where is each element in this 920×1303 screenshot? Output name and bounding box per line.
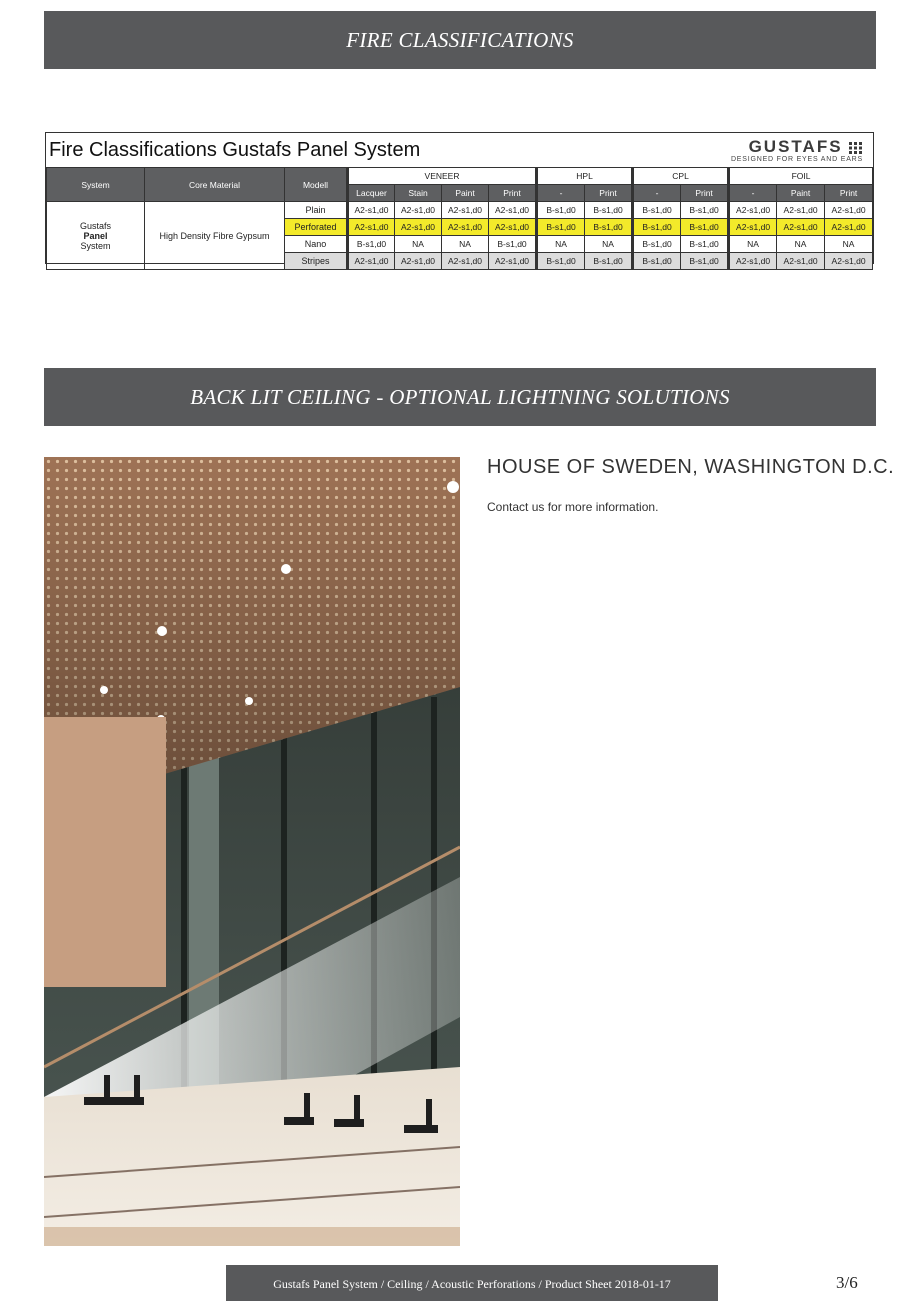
value-cell: B-s1,d0 [633, 219, 681, 236]
value-cell: NA [395, 236, 442, 253]
contact-text: Contact us for more information. [487, 500, 659, 514]
value-cell: A2-s1,d0 [442, 219, 489, 236]
value-cell: B-s1,d0 [348, 236, 395, 253]
system-line: Panel [83, 230, 108, 241]
value-cell: A2-s1,d0 [777, 219, 825, 236]
value-cell: A2-s1,d0 [489, 202, 537, 219]
header-group-cpl: CPL [633, 168, 729, 185]
value-cell: A2-s1,d0 [777, 253, 825, 270]
fire-classifications-table-box [45, 132, 874, 264]
value-cell: A2-s1,d0 [395, 202, 442, 219]
subheader-cell: - [537, 185, 585, 202]
system-cell [47, 202, 145, 270]
value-cell: A2-s1,d0 [348, 202, 395, 219]
subheader-cell: Lacquer [348, 185, 395, 202]
model-cell: Nano [285, 236, 348, 253]
subheader-cell: Print [681, 185, 729, 202]
value-cell: B-s1,d0 [633, 253, 681, 270]
value-cell: B-s1,d0 [681, 219, 729, 236]
subheader-cell: Print [825, 185, 873, 202]
subheader-cell: - [729, 185, 777, 202]
footer-bar: Gustafs Panel System / Ceiling / Acoustic Perforations / Product Sheet 2018-01-17 [226, 1265, 718, 1301]
value-cell: A2-s1,d0 [825, 253, 873, 270]
header-modell: Modell [285, 168, 348, 202]
subheader-cell: Stain [395, 185, 442, 202]
value-cell: A2-s1,d0 [395, 253, 442, 270]
header-core-material: Core Material [145, 168, 285, 202]
interior-photo-illustration [44, 457, 460, 1246]
value-cell: B-s1,d0 [537, 219, 585, 236]
logo-dots-icon [849, 142, 863, 154]
subheader-cell: Print [585, 185, 633, 202]
value-cell: A2-s1,d0 [729, 202, 777, 219]
core-material-cell: High Density Fibre Gypsum [145, 202, 285, 270]
model-cell: Perforated [285, 219, 348, 236]
system-line: System [80, 240, 111, 251]
value-cell: A2-s1,d0 [348, 219, 395, 236]
header-group-hpl: HPL [537, 168, 633, 185]
logo-wordmark: GUSTAFS [748, 137, 843, 156]
model-cell: Plain [285, 202, 348, 219]
value-cell: A2-s1,d0 [729, 219, 777, 236]
subheader-cell: - [633, 185, 681, 202]
value-cell: A2-s1,d0 [825, 219, 873, 236]
value-cell: A2-s1,d0 [395, 219, 442, 236]
header-group-veneer: VENEER [348, 168, 537, 185]
value-cell: NA [537, 236, 585, 253]
value-cell: NA [585, 236, 633, 253]
fire-table-title: Fire Classifications Gustafs Panel System [49, 139, 421, 161]
value-cell: B-s1,d0 [585, 253, 633, 270]
value-cell: B-s1,d0 [681, 253, 729, 270]
model-cell: Stripes [285, 253, 348, 270]
table-header-row [47, 168, 873, 185]
value-cell: NA [777, 236, 825, 253]
page-number: 3/6 [836, 1273, 858, 1292]
table-row-plain [47, 202, 873, 219]
value-cell: A2-s1,d0 [442, 202, 489, 219]
subheader-cell: Print [489, 185, 537, 202]
gustafs-logo [731, 137, 863, 163]
fire-classification-table [46, 167, 873, 270]
logo-tagline: DESIGNED FOR EYES AND EARS [730, 156, 863, 163]
value-cell: NA [729, 236, 777, 253]
system-line: Gustafs [79, 220, 111, 231]
value-cell: A2-s1,d0 [348, 253, 395, 270]
value-cell: A2-s1,d0 [729, 253, 777, 270]
value-cell: A2-s1,d0 [825, 202, 873, 219]
header-system: System [47, 168, 145, 202]
subheader-cell: Paint [442, 185, 489, 202]
value-cell: B-s1,d0 [537, 202, 585, 219]
subheader-cell: Paint [777, 185, 825, 202]
value-cell: NA [442, 236, 489, 253]
value-cell: B-s1,d0 [585, 219, 633, 236]
value-cell: B-s1,d0 [537, 253, 585, 270]
value-cell: A2-s1,d0 [442, 253, 489, 270]
value-cell: B-s1,d0 [585, 202, 633, 219]
house-of-sweden-photo [44, 457, 460, 1246]
value-cell: B-s1,d0 [633, 202, 681, 219]
fire-classifications-banner: FIRE CLASSIFICATIONS [44, 11, 876, 69]
value-cell: B-s1,d0 [633, 236, 681, 253]
backlit-ceiling-banner: BACK LIT CEILING - OPTIONAL LIGHTNING SOLUTIONS [44, 368, 876, 426]
value-cell: A2-s1,d0 [489, 219, 537, 236]
header-group-foil: FOIL [729, 168, 873, 185]
project-title: HOUSE OF SWEDEN, WASHINGTON D.C. [487, 456, 895, 478]
value-cell: B-s1,d0 [681, 202, 729, 219]
value-cell: B-s1,d0 [489, 236, 537, 253]
value-cell: B-s1,d0 [681, 236, 729, 253]
value-cell: A2-s1,d0 [777, 202, 825, 219]
value-cell: A2-s1,d0 [489, 253, 537, 270]
value-cell: NA [825, 236, 873, 253]
